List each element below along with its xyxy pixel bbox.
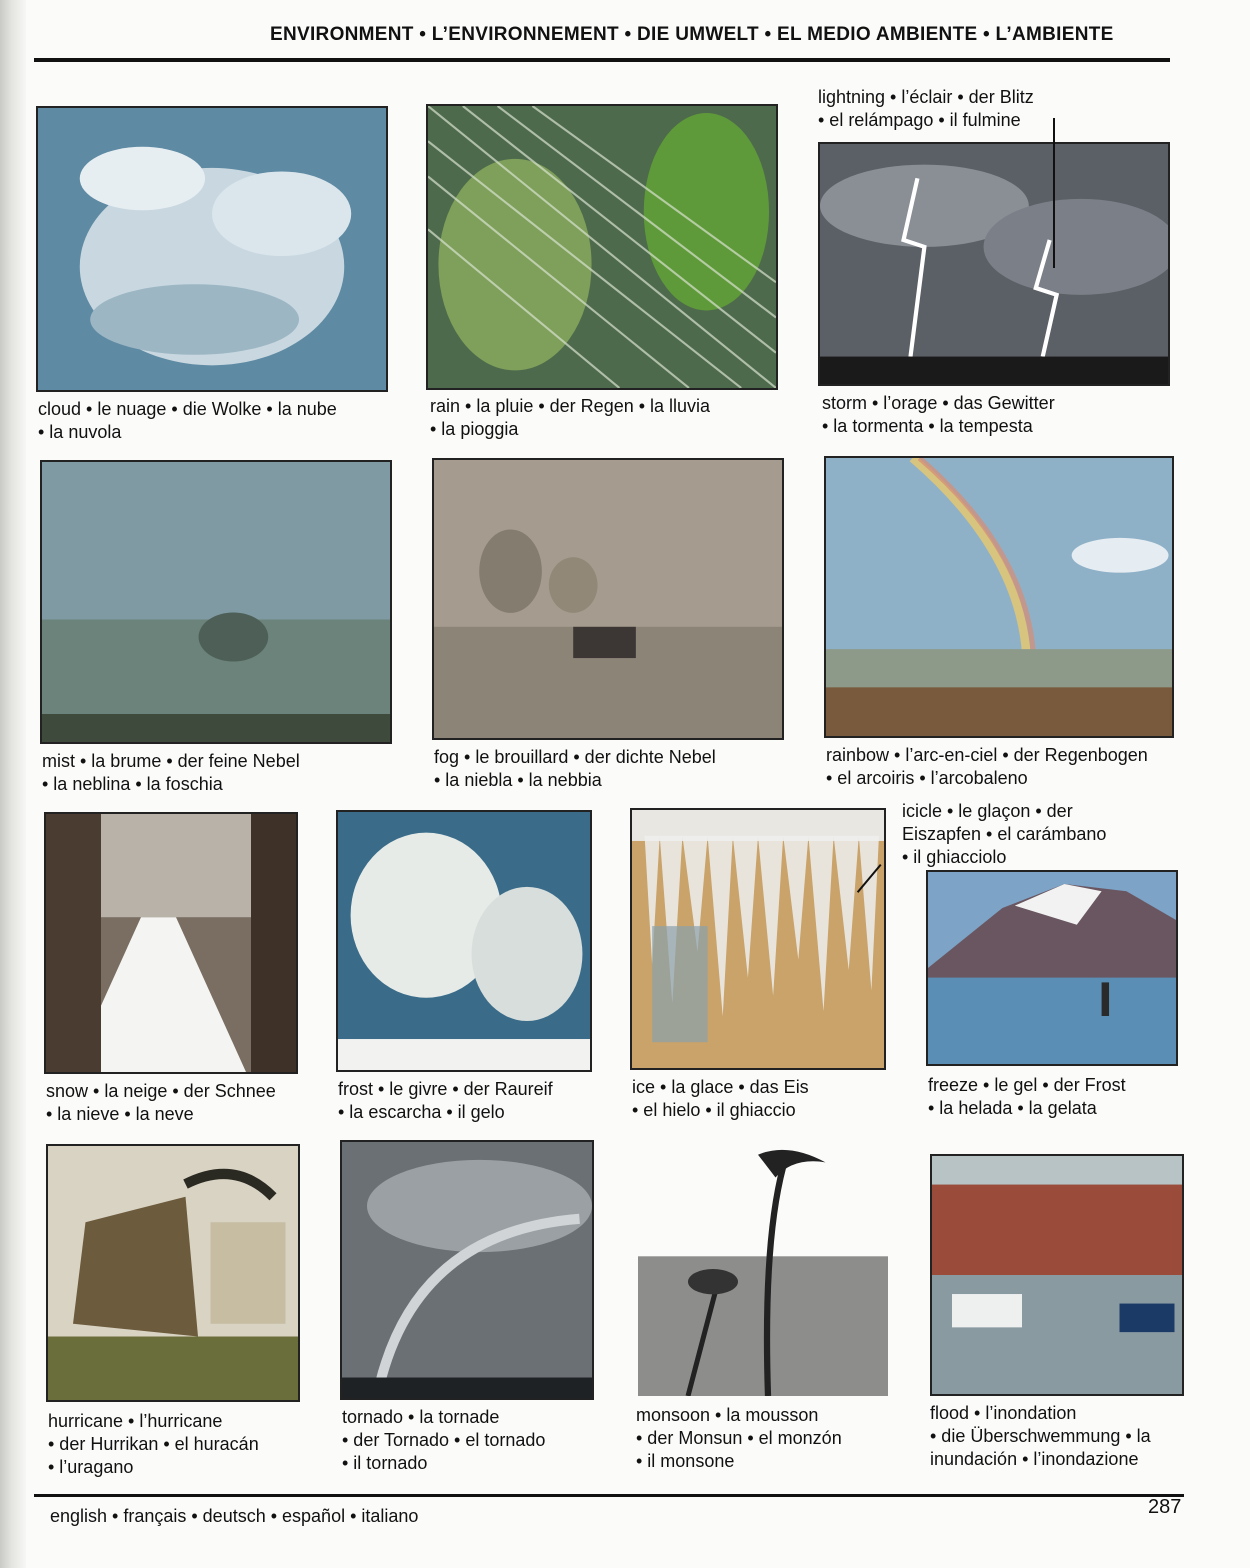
ice-photo: [630, 808, 886, 1070]
fog-photo: [432, 458, 784, 740]
header-rule: [34, 58, 1170, 62]
tornado-caption: [342, 1406, 622, 1475]
hurricane-photo: [46, 1144, 300, 1402]
icicle-label-line-1: icicle • le glaçon • der: [902, 801, 1073, 821]
lightning-label-line-2: • el relámpago • il fulmine: [818, 110, 1021, 130]
storm-caption-line-2: • la tormenta • la tempesta: [822, 416, 1033, 436]
page-header: ENVIRONMENT • L’ENVIRONNEMENT • DIE UMWELT • EL MEDIO AMBIENTE • L’AMBIENTE: [270, 24, 1114, 45]
rain-caption: [430, 395, 790, 441]
freeze-photo: [926, 870, 1178, 1066]
tornado-caption-line-2: • der Tornado • el tornado: [342, 1430, 546, 1450]
mist-caption-line-1: mist • la brume • der feine Nebel: [42, 751, 300, 771]
icicle-label-line-2: Eiszapfen • el carámbano: [902, 824, 1107, 844]
tornado-photo: [340, 1140, 594, 1400]
footer-languages: english • français • deutsch • español • italiano: [50, 1506, 419, 1526]
hurricane-caption-line-2: • der Hurrikan • el huracán: [48, 1434, 259, 1454]
cloud-caption: [38, 398, 398, 444]
freeze-caption: [928, 1074, 1188, 1120]
rainbow-caption: [826, 744, 1186, 790]
ice-caption-line-1: ice • la glace • das Eis: [632, 1077, 809, 1097]
mist-photo: [40, 460, 392, 744]
icicle-label-line-3: • il ghiacciolo: [902, 847, 1007, 867]
tornado-caption-line-3: • il tornado: [342, 1453, 428, 1473]
cloud-caption-line-1: cloud • le nuage • die Wolke • la nube: [38, 399, 337, 419]
monsoon-caption-line-3: • il monsone: [636, 1451, 735, 1471]
hurricane-caption-line-3: • l’uragano: [48, 1457, 134, 1477]
flood-caption-line-1: flood • l’inondation: [930, 1403, 1077, 1423]
rainbow-photo: [824, 456, 1174, 738]
flood-caption: [930, 1402, 1190, 1471]
flood-caption-line-2: • die Überschwemmung • la: [930, 1426, 1151, 1446]
lightning-label-line-1: lightning • l’éclair • der Blitz: [818, 87, 1034, 107]
hurricane-caption-line-1: hurricane • l’hurricane: [48, 1411, 223, 1431]
flood-photo: [930, 1154, 1184, 1396]
freeze-caption-line-2: • la helada • la gelata: [928, 1098, 1097, 1118]
lightning-pointer-line: [1053, 118, 1055, 268]
cloud-photo: [36, 106, 388, 392]
fog-caption-line-1: fog • le brouillard • der dichte Nebel: [434, 747, 716, 767]
book-spine-shadow: [0, 0, 26, 1568]
frost-caption-line-2: • la escarcha • il gelo: [338, 1102, 505, 1122]
rainbow-caption-line-2: • el arcoiris • l’arcobaleno: [826, 768, 1028, 788]
hurricane-caption: [48, 1410, 328, 1479]
frost-caption-line-1: frost • le givre • der Raureif: [338, 1079, 553, 1099]
monsoon-caption-line-1: monsoon • la mousson: [636, 1405, 819, 1425]
snow-caption-line-2: • la nieve • la neve: [46, 1104, 194, 1124]
page-number: 287: [1148, 1496, 1182, 1518]
rain-caption-line-1: rain • la pluie • der Regen • la lluvia: [430, 396, 711, 416]
storm-photo: [818, 142, 1170, 386]
fog-caption: [434, 746, 794, 792]
cloud-caption-line-2: • la nuvola: [38, 422, 122, 442]
monsoon-caption-line-2: • der Monsun • el monzón: [636, 1428, 842, 1448]
flood-caption-line-3: inundación • l’inondazione: [930, 1449, 1139, 1469]
lightning-label: [818, 86, 1034, 132]
freeze-caption-line-1: freeze • le gel • der Frost: [928, 1075, 1126, 1095]
footer-rule: [34, 1494, 1184, 1497]
rainbow-caption-line-1: rainbow • l’arc-en-ciel • der Regenbogen: [826, 745, 1148, 765]
mist-caption-line-2: • la neblina • la foschia: [42, 774, 223, 794]
monsoon-photo: [636, 1140, 890, 1398]
icicle-label: [902, 800, 1106, 869]
frost-photo: [336, 810, 592, 1072]
fog-caption-line-2: • la niebla • la nebbia: [434, 770, 602, 790]
snow-photo: [44, 812, 298, 1074]
rain-caption-line-2: • la pioggia: [430, 419, 519, 439]
snow-caption-line-1: snow • la neige • der Schnee: [46, 1081, 276, 1101]
storm-caption: [822, 392, 1182, 438]
ice-caption-line-2: • el hielo • il ghiaccio: [632, 1100, 796, 1120]
storm-caption-line-1: storm • l’orage • das Gewitter: [822, 393, 1055, 413]
mist-caption: [42, 750, 402, 796]
tornado-caption-line-1: tornado • la tornade: [342, 1407, 500, 1427]
rain-photo: [426, 104, 778, 390]
monsoon-caption: [636, 1404, 916, 1473]
